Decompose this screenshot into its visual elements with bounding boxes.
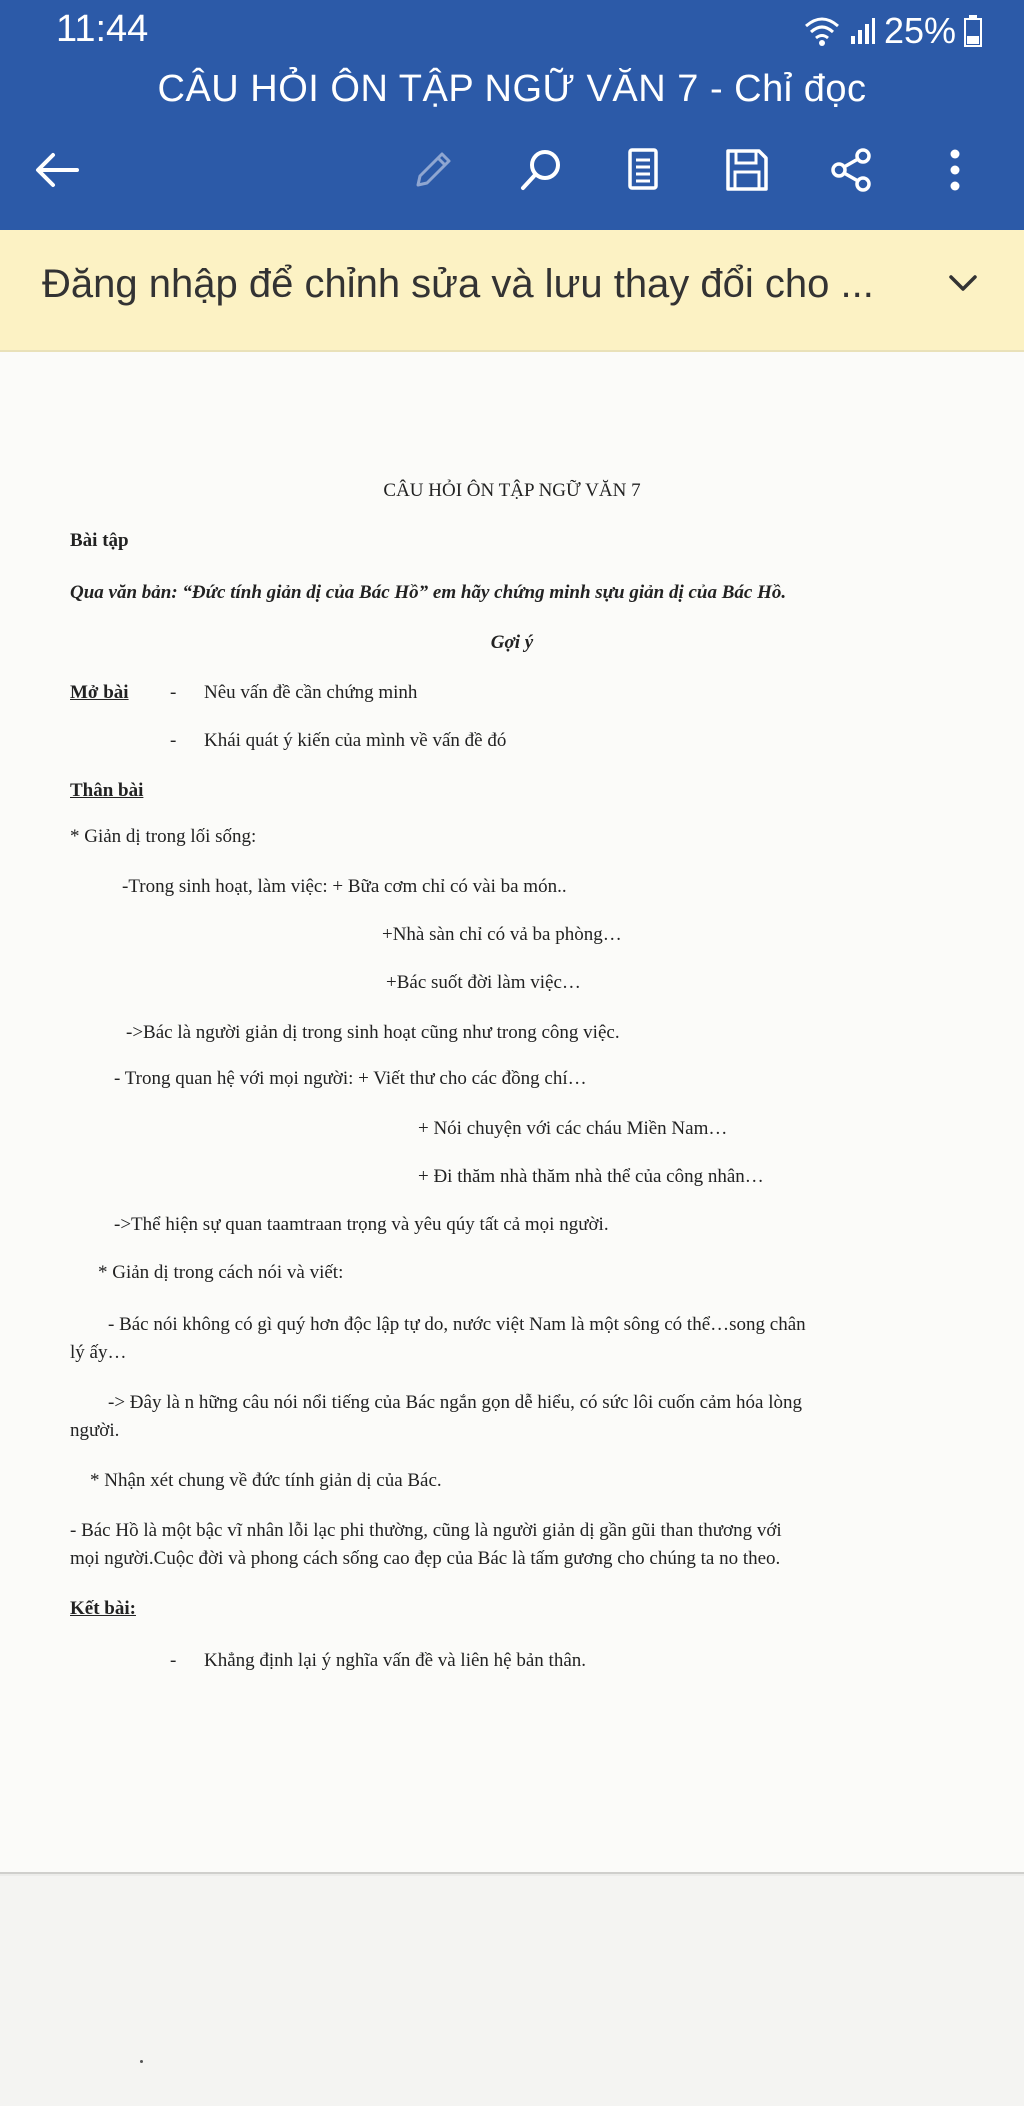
back-arrow-icon: [33, 150, 81, 190]
status-indicators: [802, 10, 982, 52]
body-line: người.: [70, 1420, 120, 1441]
save-icon: [723, 146, 771, 194]
body-line: - Trong quan hệ với mọi người: + Viết thư cho các đồng chí…: [114, 1068, 587, 1089]
conclusion-heading: Kết bài:: [70, 1598, 136, 1619]
hint-label: Gợi ý: [490, 632, 534, 653]
body-line: * Giản dị trong lối sống:: [70, 826, 257, 847]
body-line: + Nói chuyện với các cháu Miền Nam…: [418, 1118, 728, 1139]
body-line: - Bác Hồ là một bậc vĩ nhân lỗi lạc phi thường, cũng là người giản dị gần gũi than thương với: [70, 1520, 782, 1541]
sign-in-banner[interactable]: [0, 230, 1024, 352]
body-line: * Nhận xét chung về đức tính giản dị của Bác.: [90, 1470, 442, 1491]
chevron-down-icon[interactable]: [946, 272, 980, 299]
battery-icon: [964, 15, 982, 47]
wifi-icon: [802, 14, 842, 48]
body-line: ->Bác là người giản dị trong sinh hoạt cũng như trong công việc.: [126, 1022, 620, 1043]
pencil-icon: [410, 147, 456, 193]
back-button[interactable]: [22, 135, 92, 205]
body-line: lý ấy…: [70, 1342, 127, 1363]
exercise-label: Bài tập: [70, 530, 129, 551]
exercise-prompt: Qua văn bản: “Đức tính giản dị của Bác Hồ” em hãy chứng minh sựu giản dị của Bác Hồ.: [70, 582, 787, 603]
status-time: 11:44: [56, 8, 149, 50]
body-line: ->Thể hiện sự quan taamtraan trọng và yêu qúy tất cả mọi người.: [114, 1214, 609, 1235]
search-button[interactable]: [506, 135, 576, 205]
document-title: CÂU HỎI ÔN TẬP NGỮ VĂN 7 - Chỉ đọc: [157, 68, 867, 110]
page-speck: [140, 2060, 143, 2063]
toolbar: [0, 135, 1024, 205]
body-line: +Bác suốt đời làm việc…: [386, 972, 581, 993]
share-icon: [827, 146, 875, 194]
body-line: -> Đây là n hững câu nói nổi tiếng của Bác ngắn gọn dễ hiểu, có sức lôi cuốn cảm hóa lòng: [108, 1392, 803, 1413]
reading-view-button[interactable]: [608, 135, 678, 205]
document-page: [0, 352, 1024, 1874]
save-button[interactable]: [712, 135, 782, 205]
battery-percent: 25%: [883, 10, 956, 51]
body-line: + Đi thăm nhà thăm nhà thể của công nhân…: [418, 1166, 764, 1187]
intro-heading: Mở bài: [70, 682, 129, 703]
body-heading: Thân bài: [70, 780, 144, 801]
search-icon: [517, 146, 565, 194]
body-line: - Bác nói không có gì quý hơn độc lập tự do, nước việt Nam là một sông có thể…song chân: [108, 1314, 806, 1335]
more-options-button[interactable]: [920, 135, 990, 205]
body-line: -Trong sinh hoạt, làm việc: + Bữa cơm chỉ có vài ba món..: [122, 876, 567, 897]
body-line: * Giản dị trong cách nói và viết:: [98, 1262, 344, 1283]
more-icon: [947, 146, 963, 194]
signal-icon: [850, 16, 876, 46]
share-button[interactable]: [816, 135, 886, 205]
doc-heading: CÂU HỎI ÔN TẬP NGỮ VĂN 7: [383, 480, 641, 501]
intro-item: - Nêu vấn đề cần chứng minh: [170, 682, 418, 703]
body-line: mọi người.Cuộc đời và phong cách sống cao đẹp của Bác là tấm gương cho chúng ta no theo.: [70, 1548, 781, 1569]
page-background: [0, 1876, 1024, 2106]
body-line: +Nhà sàn chỉ có vả ba phòng…: [382, 924, 622, 945]
app-bar: [0, 0, 1024, 230]
sign-in-banner-text: Đăng nhập để chỉnh sửa và lưu thay đổi cho ...: [42, 262, 874, 306]
conclusion-item: - Khẳng định lại ý nghĩa vấn đề và liên hệ bản thân.: [170, 1650, 587, 1671]
intro-item: - Khái quát ý kiến của mình về vấn đề đó: [170, 730, 507, 751]
reading-view-icon: [623, 146, 663, 194]
edit-button[interactable]: [398, 135, 468, 205]
